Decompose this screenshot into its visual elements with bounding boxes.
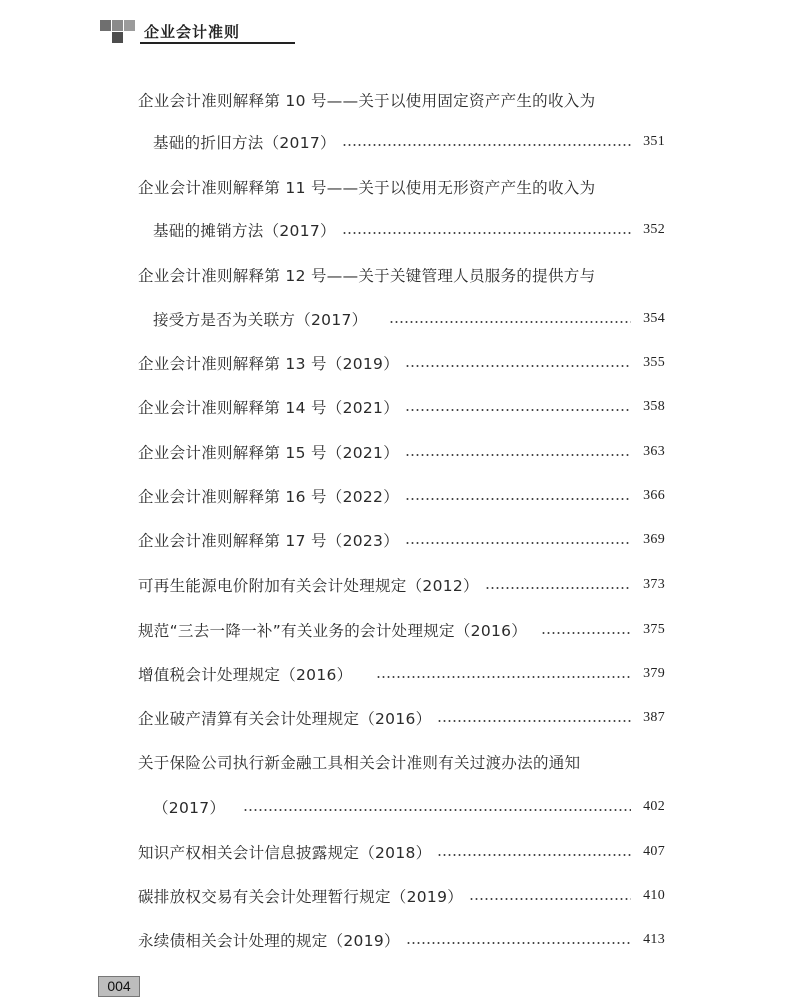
toc-entry-title-line1 (138, 175, 658, 199)
toc-entry[interactable] (138, 395, 665, 419)
footer-page-number: 004 (98, 976, 140, 997)
toc-page-number: 379 (643, 666, 665, 681)
toc-entry[interactable] (138, 662, 665, 686)
toc-entry-text: 永续债相关会计处理的规定（2019） (138, 932, 400, 950)
toc-entry[interactable] (138, 484, 665, 508)
dot-leader (405, 454, 631, 456)
dot-leader (485, 587, 631, 589)
toc-entry[interactable] (153, 218, 665, 242)
dot-leader (406, 942, 631, 944)
toc-entry[interactable] (138, 840, 665, 864)
toc-entry[interactable] (153, 307, 665, 331)
toc-entry[interactable] (138, 573, 665, 597)
toc-entry-text: 企业会计准则解释第 16 号（2022） (138, 488, 400, 506)
toc-page-number: 413 (643, 932, 665, 947)
dot-leader (437, 720, 631, 722)
dot-leader (469, 898, 631, 900)
toc-entry-text: 企业会计准则解释第 14 号（2021） (138, 399, 400, 417)
dot-leader (342, 232, 631, 234)
dot-leader (405, 498, 631, 500)
toc-entry-text: 企业会计准则解释第 12 号——关于关键管理人员服务的提供方与 (138, 267, 596, 285)
toc-page-number: 351 (643, 134, 665, 149)
toc-entry-text: 知识产权相关会计信息披露规定（2018） (138, 844, 432, 862)
toc-entry-text: （2017） (153, 799, 226, 817)
toc-page-number: 369 (643, 532, 665, 547)
toc-entry[interactable] (138, 440, 665, 464)
toc-entry[interactable] (138, 928, 665, 952)
toc-page-number: 366 (643, 488, 665, 503)
toc-page-number: 407 (643, 844, 665, 859)
toc-entry[interactable] (138, 351, 665, 375)
toc-entry[interactable] (138, 706, 665, 730)
dot-leader (376, 676, 631, 678)
toc-page-number: 363 (643, 444, 665, 459)
toc-entry-text: 增值税会计处理规定（2016） (138, 666, 353, 684)
dot-leader (389, 321, 631, 323)
dot-leader (437, 854, 631, 856)
toc-entry-text: 关于保险公司执行新金融工具相关会计准则有关过渡办法的通知 (138, 754, 581, 772)
toc-page-number: 410 (643, 888, 665, 903)
toc-page-number: 373 (643, 577, 665, 592)
dot-leader (541, 632, 631, 634)
toc-entry-text: 企业会计准则解释第 11 号——关于以使用无形资产产生的收入为 (138, 179, 596, 197)
toc-entry-text: 企业会计准则解释第 15 号（2021） (138, 444, 400, 462)
dot-leader (405, 542, 631, 544)
toc-entry-text: 企业会计准则解释第 13 号（2019） (138, 355, 400, 373)
toc-page-number: 352 (643, 222, 665, 237)
toc-entry-text: 企业会计准则解释第 10 号——关于以使用固定资产产生的收入为 (138, 92, 596, 110)
toc-entry-text: 基础的折旧方法（2017） (153, 134, 336, 152)
toc-entry[interactable] (138, 884, 665, 908)
toc-page-number: 355 (643, 355, 665, 370)
toc-entry-title-line1 (138, 263, 658, 287)
header-title: 企业会计准则 (144, 23, 241, 41)
toc-entry-text: 企业会计准则解释第 17 号（2023） (138, 532, 400, 550)
toc-entry-text: 规范“三去一降一补”有关业务的会计处理规定（2016） (138, 622, 528, 640)
toc-entry-text: 企业破产清算有关会计处理规定（2016） (138, 710, 432, 728)
dot-leader (243, 809, 631, 811)
toc-entry[interactable] (138, 618, 665, 642)
toc-page-number: 375 (643, 622, 665, 637)
toc-entry[interactable] (153, 795, 665, 819)
toc-entry-title-line1 (138, 750, 665, 774)
toc-page-number: 354 (643, 311, 665, 326)
toc-entry-text: 基础的摊销方法（2017） (153, 222, 336, 240)
toc-page-number: 387 (643, 710, 665, 725)
toc-entry[interactable] (138, 528, 665, 552)
dot-leader (405, 365, 631, 367)
toc-entry-text: 碳排放权交易有关会计处理暂行规定（2019） (138, 888, 464, 906)
toc-entry-title-line1 (138, 88, 658, 112)
toc-entry[interactable] (153, 130, 665, 154)
dot-leader (405, 409, 631, 411)
dot-leader (342, 144, 631, 146)
toc-page-number: 358 (643, 399, 665, 414)
toc-page-number: 402 (643, 799, 665, 814)
toc-entry-text: 接受方是否为关联方（2017） (153, 311, 368, 329)
toc-entry-text: 可再生能源电价附加有关会计处理规定（2012） (138, 577, 479, 595)
